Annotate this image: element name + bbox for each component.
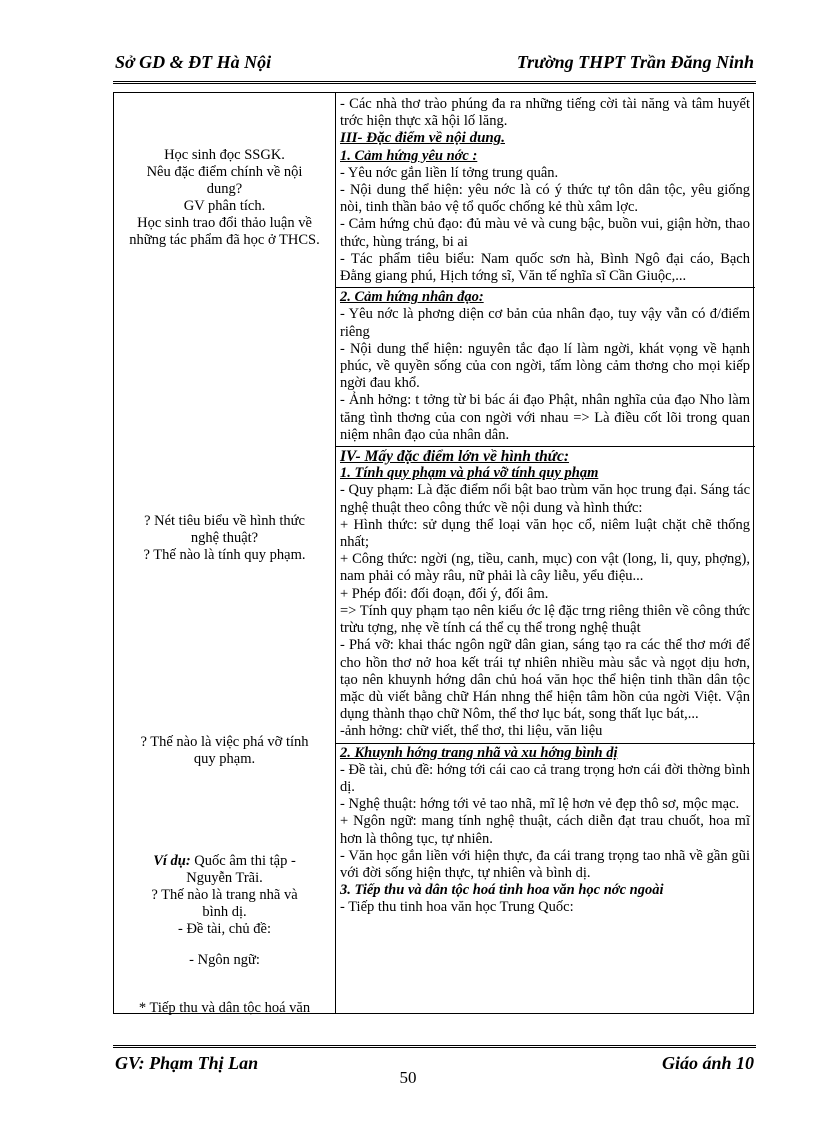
footer-rule (113, 1045, 756, 1048)
footer-teacher: GV: Phạm Thị Lan (115, 1053, 259, 1073)
left-line: Học sinh trao đổi thảo luận về những tác phẩm đã học ở THCS. (129, 215, 320, 248)
subheading: 3. Tiếp thu và dân tộc hoá tinh hoa văn học nớc ngoài (340, 882, 664, 899)
lesson-table (113, 92, 754, 1014)
left-line: - Ngôn ngữ: (189, 952, 260, 968)
left-block-example (114, 853, 335, 938)
page-number: 50 (399, 1068, 417, 1087)
left-block-break (114, 734, 335, 768)
left-line: ? Thế nào là việc phá vỡ tính quy phạm. (140, 734, 309, 767)
left-line: * Tiếp thu và dân tộc hoá văn (138, 1000, 311, 1016)
left-block-form (114, 513, 335, 564)
left-line: ? Thế nào là trang nhã và bình dị. (151, 887, 298, 920)
section-heading: IV- Mấy đặc điểm lớn về hình thức: (340, 448, 570, 466)
left-line: ? Nét tiêu biểu về hình thức nghệ thuật? (144, 513, 305, 546)
paragraph: - Nội dung thể hiện: yêu nớc là có ý thức tự tôn dân tộc, yêu giống nòi, tinh thần bảo vệ tổ quốc chống kẻ thù xâm lợc. (340, 182, 750, 216)
left-line (114, 853, 335, 887)
row-rule (335, 287, 755, 288)
left-line: ? Thế nào là tính quy phạm. (143, 547, 306, 563)
row-rule (335, 446, 755, 447)
page-header (113, 52, 756, 78)
left-line: GV phân tích. (183, 198, 266, 214)
subheading: 1. Tính quy phạm và phá vỡ tính quy phạm (340, 465, 599, 482)
paragraph: - Phá vỡ: khai thác ngôn ngữ dân gian, sáng tạo ra các thể thơ mới để cho hồn thơ nở hoa kết trái tự nhiên nhiều màu sắc và ngọt dịu hơn, tạo nên khuynh hớng dân chủ hoá văn học thể hiện tinh thần dân tộc mặc dù viết bằng chữ Hán nhng thể hiện tâm hồn của ngời Việt. Vận dụng thành thạo chữ Nôm, thể thơ lục bát, song thất lục bát,... (340, 637, 750, 723)
left-line: Học sinh đọc SSGK. (164, 147, 285, 163)
paragraph: - Tác phẩm tiêu biểu: Nam quốc sơn hà, Bình Ngô đại cáo, Bạch Đằng giang phú, Hịch tớng sĩ, Văn tế nghĩa sĩ Cần Giuộc,... (340, 250, 750, 285)
paragraph: - Các nhà thơ trào phúng đa ra những tiếng cời tài năng và tâm huyết trớc hiện thực xã hội lố lăng. (340, 96, 750, 130)
paragraph: + Phép đối: đối đoạn, đối ý, đối âm. (340, 585, 549, 602)
row-rule (335, 743, 755, 744)
section-heading: III- Đặc điểm về nội dung. (340, 130, 505, 147)
example-text: Quốc âm thi tập - Nguyễn Trãi. (186, 853, 296, 886)
paragraph: - Nghệ thuật: hớng tới vẻ tao nhã, mĩ lệ hơn vẻ đẹp thô sơ, mộc mạc. (340, 796, 740, 813)
header-rule (113, 81, 756, 86)
left-block-language (114, 952, 335, 969)
footer-subject: Giáo ánh 10 (661, 1053, 754, 1073)
paragraph: - Tiếp thu tinh hoa văn học Trung Quốc: (340, 899, 574, 916)
left-line: - Đề tài, chủ đề: (177, 921, 271, 937)
subheading: 2. Khuynh hớng trang nhã và xu hớng bình dị (340, 744, 618, 761)
paragraph: + Ngôn ngữ: mang tính nghệ thuật, cách diễn đạt trau chuốt, hoa mĩ hơn là thông tục, tự nhiên. (340, 813, 750, 847)
header-school-dept: Sở GD & ĐT Hà Nội (115, 52, 272, 72)
paragraph: - Yêu nớc gắn liền lí tởng trung quân. (340, 164, 559, 181)
paragraph: - Cảm hứng chủ đạo: đủ màu vẻ và cung bậc, buồn vui, giận hờn, thao thức, hùng tráng, bi ai (340, 216, 750, 250)
example-label: Ví dụ: (153, 853, 191, 869)
header-school-name: Trường THPT Trần Đăng Ninh (516, 52, 754, 72)
subheading: 2. Cảm hứng nhân đạo: (340, 289, 484, 306)
left-block-content (114, 147, 335, 249)
paragraph: -ảnh hởng: chữ viết, thể thơ, thi liệu, văn liệu (340, 723, 603, 740)
paragraph: - Văn học gắn liền với hiện thực, đa cái trang trọng tao nhã về gần gũi với đời sống hiện thực, tự nhiên và bình dị. (340, 847, 750, 881)
paragraph: - Đề tài, chủ đề: hớng tới cái cao cả trang trọng hơn cái đời thờng bình dị. (340, 761, 750, 795)
left-line: Nêu đặc điểm chính về nội dung? (146, 164, 303, 197)
paragraph: - Ảnh hởng: t tởng từ bi bác ái đạo Phật, nhân nghĩa của đạo Nho làm tăng tình thơng của con ngời với nhau => Là điều cốt lõi trong quan niệm nhân đạo của nhân dân. (340, 392, 750, 443)
subheading: 1. Cảm hứng yêu nớc : (340, 147, 478, 164)
left-block-receive (114, 1000, 335, 1017)
paragraph: - Quy phạm: Là đặc điểm nổi bật bao trùm văn học trung đại. Sáng tác nghệ thuật theo công thức về nội dung và hình thức: (340, 482, 750, 516)
paragraph: + Công thức: ngời (ng, tiều, canh, mục) con vật (long, li, quy, phợng), nam phải có mày râu, nữ phải là cây liễu, yểu điệu... (340, 551, 750, 585)
paragraph: => Tính quy phạm tạo nên kiểu ớc lệ đặc trng riêng thiên về công thức trừu tợng, nhẹ về tính cá thể cụ thể trong nghệ thuật (340, 602, 750, 637)
paragraph: + Hình thức: sử dụng thể loại văn học cổ, niêm luật chặt chẽ thống nhất; (340, 516, 750, 551)
right-content (340, 96, 750, 917)
paragraph: - Nội dung thể hiện: nguyên tắc đạo lí làm ngời, khát vọng về hạnh phúc, về quyền sống của con ngời, tấm lòng cảm thơng cho mọi kiếp ngời đau khổ. (340, 340, 750, 392)
paragraph: - Yêu nớc là phơng diện cơ bản của nhân đạo, tuy vậy vẫn có đ/điểm riêng (340, 306, 750, 340)
column-divider (335, 93, 336, 1013)
